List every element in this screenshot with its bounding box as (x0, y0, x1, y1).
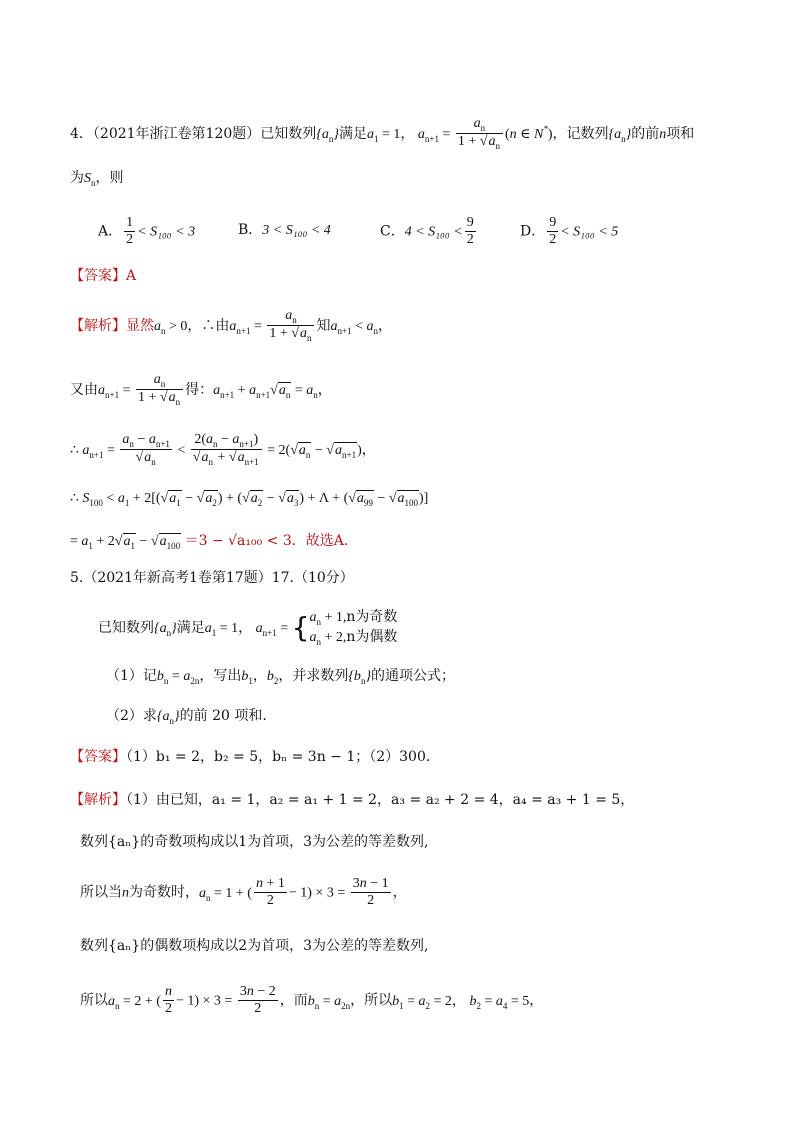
q4-analysis-line4: ∴ $S_{100} < a_1 + 2[(√a_1 - √a_2) + (√a_2 - √a_3) + \Lambda + (√a_{99} - √a_{100})]$ (70, 491, 429, 508)
q5-analysis-line2: 数列{aₙ}的奇数项构成以1为首项，3为公差的等差数列, (80, 834, 429, 850)
q4-analysis-line1: 【解析】显然$a_n > 0$，∴由$a_{n+1}$ = $\frac{a_n}{1 + √a_n}$ 知$a_{n+1} < a_n$， (70, 308, 392, 344)
q5-analysis-line5: 所以$a_n = 2$ + ( $\frac{n}{2}$ − 1) × 3 = $\frac{3n - 2}{2}$ ，而$b_n = a_{2n}$，所以$b_1 = a_2 = 2$， $b_2 = a_4 = 5$， (80, 984, 544, 1017)
q5-piecewise: $a_n + 1,n$为奇数 $a_n + 2,n$为偶数 (309, 609, 398, 648)
q5-label: 5.（2021年新高考1卷第17题）17.（10分） (70, 570, 354, 586)
q4-option-b: B．3 < S₁₀₀ < 4 (238, 222, 331, 238)
q4-stem-line2: 为$S_n$，则 (70, 170, 124, 188)
q4-stem-line1: 4．（2021年浙江卷第120题）已知数列$\{a_n\}$满足$a_1 = 1$， $a_{n+1}$ = $\frac{a_n}{1 + √a_n}$ (n ∈ N*)，记数列$\{a_n\}$的前n项和 (70, 116, 695, 152)
q5-analysis-line3: 所以当n为奇数时，$a_n = 1$ + ( $\frac{n + 1}{2}$ − 1) × 3 = $\frac{3n - 1}{2}$ ， (80, 876, 407, 909)
q4-analysis-line2: 又由$a_{n+1}$ = $\frac{a_n}{1 + √a_n}$ 得：$a_{n+1} + a_{n+1}√a_n = a_n$， (70, 372, 332, 408)
q4-label: 4．（2021年浙江卷第120题） (70, 125, 261, 142)
q4-analysis-line5: = $a_1 + 2√a_1 - √a_{100} =3 - √a_{100} < 3$．故选A． (70, 533, 358, 551)
q5-analysis-line4: 数列{aₙ}的偶数项构成以2为首项，3为公差的等差数列, (80, 938, 429, 954)
q4-recurrence-fraction: $\frac{a_n}{1 + √a_n}$ (456, 116, 503, 152)
q4-option-a: A． $\frac{1}{2}$ < S₁₀₀ < 3 (98, 215, 196, 248)
q5-part1: （1）记$b_n = a_{2n}$，写出$b_1$，$b_2$，并求数列$\{b_n\}$的通项公式； (106, 668, 456, 686)
q4-answer: 【答案】A (70, 268, 137, 284)
q5-stem: 已知数列$\{a_n\}$满足$a_1 = 1$， $a_{n+1}$ = { $a_n + 1,n$为奇数 $a_n + 2,n$为偶数 (98, 609, 398, 648)
q4-analysis-line3: ∴ $a_{n+1}$ = $\frac{a_n - a_{n+1}}{√a_n}$ < $\frac{2(a_n - a_{n+1})}{√a_n + √a_{n+1}}$ = $2(√a_n - √a_{n+1})$， (70, 432, 376, 468)
q5-answer: 【答案】（1）b₁ = 2，b₂ = 5，bₙ = 3n − 1；（2）300． (70, 749, 440, 765)
q4-option-c: C．4 < S₁₀₀ < $\frac{9}{2}$ (380, 215, 474, 248)
q5-part2: （2）求$\{a_n\}$的前 20 项和. (106, 708, 267, 726)
q4-option-d: D． $\frac{9}{2}$ < S₁₀₀ < 5 (520, 215, 619, 248)
q5-analysis-line1: 【解析】（1）由已知，a₁ = 1，a₂ = a₁ + 1 = 2，a₃ = a₂ + 2 = 4，a₄ = a₃ + 1 = 5， (70, 792, 635, 808)
